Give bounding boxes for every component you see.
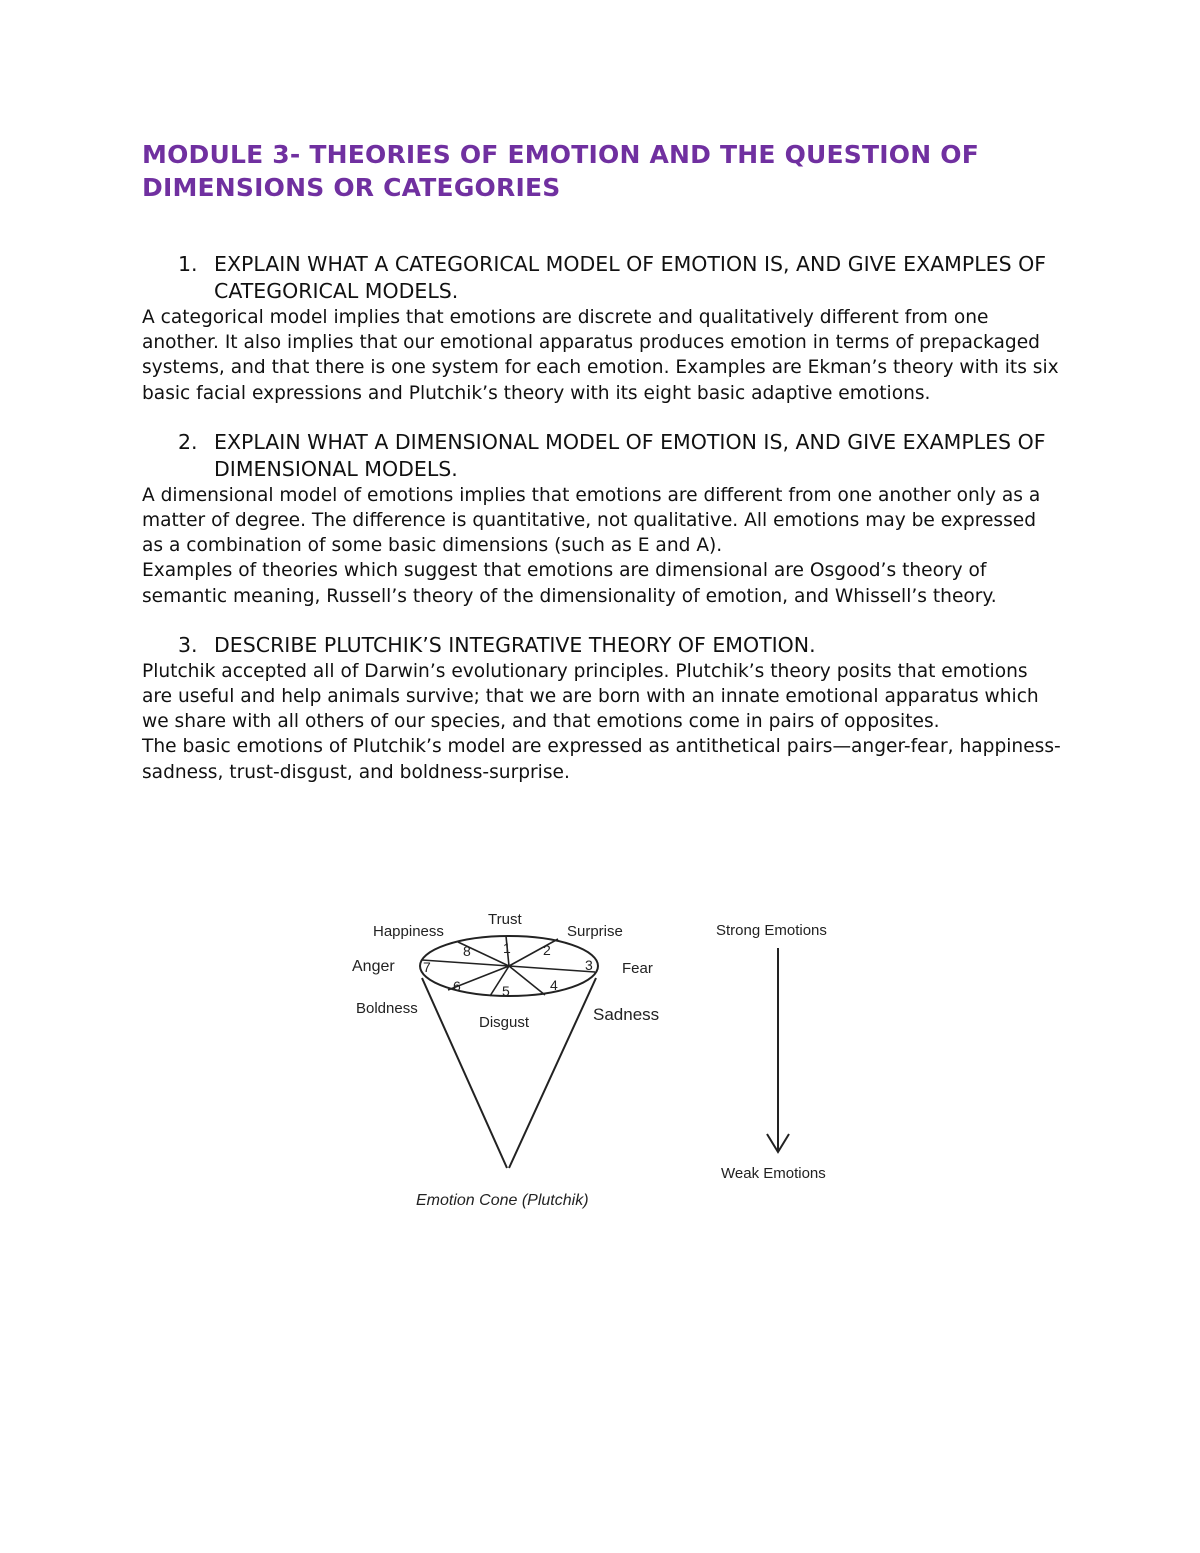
- answer-paragraph: Examples of theories which suggest that emotions are dimensional are Osgood’s theory of semantic meaning, Russell’s theory of the dimensionality of emotion, and Whissell’s theory.: [142, 560, 997, 607]
- answer-paragraph: A categorical model implies that emotions are discrete and qualitatively different from one another. It also implies that our emotional apparatus produces emotion in terms of prepackaged systems, and that there is one system for each emotion. Examples are Ekman’s theory with its six basic facial expressions and Plutchik’s theory with its eight basic adaptive emotions.: [142, 307, 1059, 404]
- answer-paragraph: The basic emotions of Plutchik’s model are expressed as antithetical pairs—anger-fear, happiness-sadness, trust-disgust, and boldness-surprise.: [142, 736, 1061, 783]
- label-anger: Anger: [352, 958, 395, 975]
- segment-number: 4: [550, 977, 558, 993]
- segment-number: 5: [502, 983, 510, 999]
- label-sadness: Sadness: [593, 1005, 660, 1024]
- question-number: 1.: [178, 252, 198, 276]
- question-text: DESCRIBE PLUTCHIK’S INTEGRATIVE THEORY OF EMOTION.: [214, 632, 816, 657]
- document-page: [142, 138, 1062, 785]
- answer-paragraph: A dimensional model of emotions implies that emotions are different from one another only as a matter of degree. The difference is quantitative, not qualitative. All emotions may be expressed as a combination of some basic dimensions (such as E and A).: [142, 484, 1041, 557]
- label-trust: Trust: [488, 911, 522, 928]
- question-1-heading: [142, 251, 1062, 305]
- segment-number: 6: [453, 978, 461, 994]
- emotion-cone-diagram: [340, 900, 870, 1220]
- arrow-bottom-label: Weak Emotions: [721, 1165, 826, 1182]
- segment-number: 3: [585, 957, 593, 973]
- emotion-cone-figure: [340, 900, 870, 1220]
- figure-caption: Emotion Cone (Plutchik): [416, 1192, 589, 1209]
- cone-left-side: [422, 978, 507, 1168]
- question-number: 2.: [178, 429, 198, 454]
- cone-right-side: [509, 978, 596, 1168]
- page-title: MODULE 3- THEORIES OF EMOTION AND THE QUESTION OF DIMENSIONS OR CATEGORIES: [142, 140, 979, 202]
- label-boldness: Boldness: [356, 1000, 418, 1017]
- answer-paragraph: Plutchik accepted all of Darwin’s evolutionary principles. Plutchik’s theory posits that emotions are useful and help animals survive; that we are born with an innate emotional apparatus which we share with all others of our species, and that emotions come in pairs of opposites.: [142, 660, 1039, 733]
- label-surprise: Surprise: [567, 923, 623, 940]
- label-happiness: Happiness: [373, 923, 444, 940]
- segment-number: 1: [503, 940, 511, 956]
- label-fear: Fear: [622, 960, 653, 977]
- question-2-heading: [142, 429, 1062, 483]
- segment-number: 2: [543, 942, 551, 958]
- label-disgust: Disgust: [479, 1014, 530, 1031]
- segment-number: 8: [463, 943, 471, 959]
- question-3-heading: [142, 632, 1062, 659]
- question-text: EXPLAIN WHAT A DIMENSIONAL MODEL OF EMOTION IS, AND GIVE EXAMPLES OF DIMENSIONAL MODELS.: [214, 429, 1046, 481]
- arrow-top-label: Strong Emotions: [716, 922, 827, 939]
- segment-number: 7: [423, 959, 431, 975]
- question-number: 3.: [178, 632, 198, 657]
- question-text: EXPLAIN WHAT A CATEGORICAL MODEL OF EMOTION IS, AND GIVE EXAMPLES OF CATEGORICAL MODELS.: [214, 252, 1047, 303]
